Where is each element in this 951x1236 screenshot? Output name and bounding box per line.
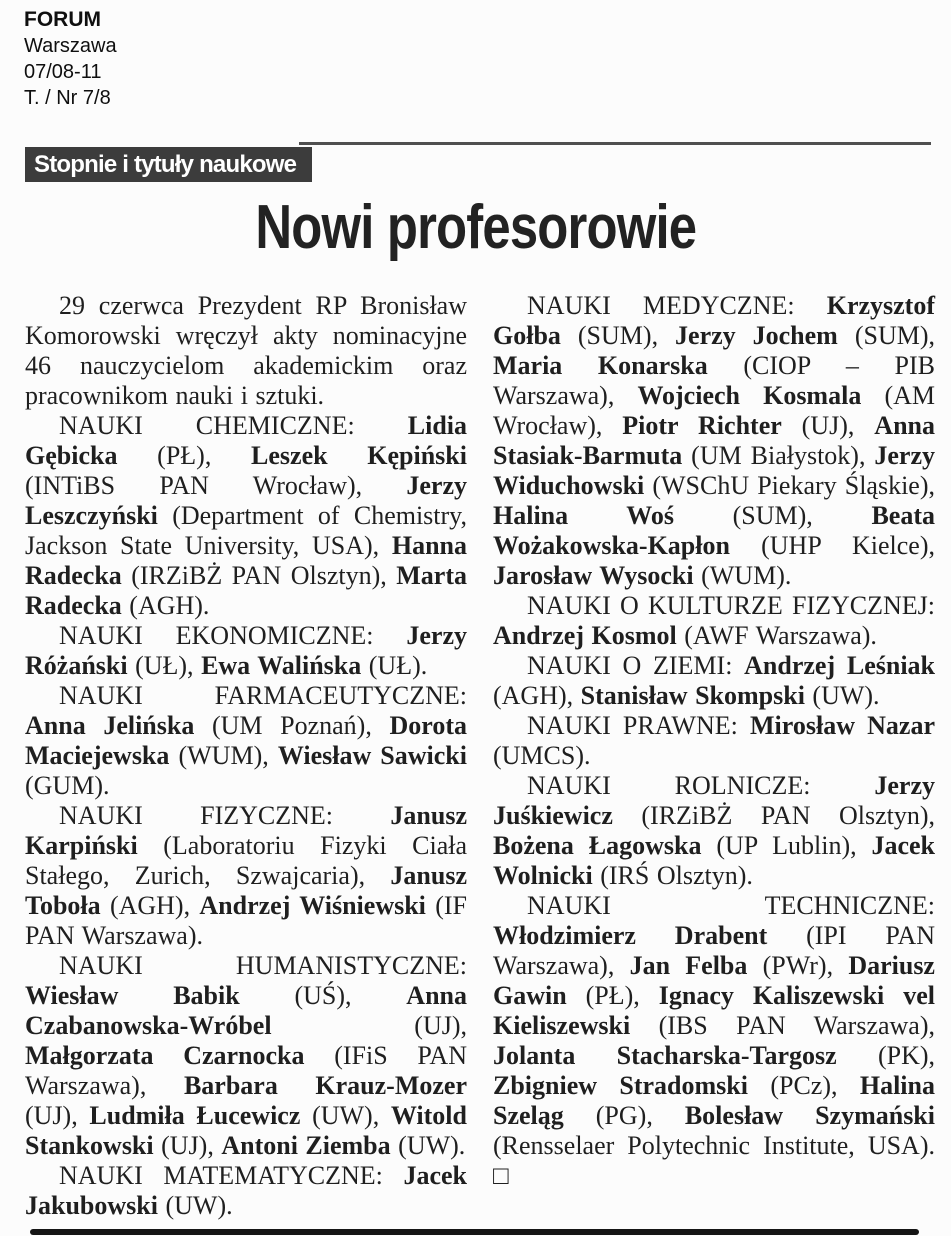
- article-column-right: [493, 291, 935, 1221]
- article-paragraph: NAUKI O ZIEMI: Andrzej Leśniak (AGH), Stanisław Skompski (UW).: [493, 651, 936, 710]
- horizontal-rule: [299, 142, 931, 145]
- article-paragraph: NAUKI PRAWNE: Mirosław Nazar (UMCS).: [493, 711, 935, 770]
- article-paragraph: NAUKI FIZYCZNE: Janusz Karpiński (Laboratoriu Fizyki Ciała Stałego, Zurich, Szwajcaria), Janusz Toboła (AGH), Andrzej Wiśniewski (IF PAN Warszawa).: [25, 801, 467, 950]
- masthead-date: 07/08-11: [24, 61, 102, 83]
- article-paragraph: NAUKI MEDYCZNE: Krzysztof Gołba (SUM), Jerzy Jochem (SUM), Maria Konarska (CIOP – PIB Warszawa), Wojciech Kosmala (AM Wrocław), Piotr Richter (UJ), Anna Stasiak-Barmuta (UM Białystok), Jerzy Widuchowski (WSChU Piekary Śląskie), Halina Woś (SUM), Beata Wożakowska-Kapłon (UHP Kielce), Jarosław Wysocki (WUM).: [493, 291, 935, 590]
- article-paragraph: NAUKI ROLNICZE: Jerzy Juśkiewicz (IRZiBŻ PAN Olsztyn), Bożena Łagowska (UP Lublin), Jacek Wolnicki (IRŚ Olsztyn).: [493, 771, 936, 890]
- article-paragraph: NAUKI EKONOMICZNE: Jerzy Różański (UŁ), Ewa Walińska (UŁ).: [25, 621, 467, 680]
- article-paragraph: NAUKI FARMACEUTYCZNE: Anna Jelińska (UM Poznań), Dorota Maciejewska (WUM), Wiesław Sawicki (GUM).: [25, 681, 467, 800]
- article-paragraph: NAUKI TECHNICZNE: Włodzimierz Drabent (IPI PAN Warszawa), Jan Felba (PWr), Dariusz Gawin (PŁ), Ignacy Kaliszewski vel Kieliszewski (IBS PAN Warszawa), Jolanta Stacharska-Targosz (PK), Zbigniew Stradomski (PCz), Halina Szeląg (PG), Bolesław Szymański (Rensselaer Polytechnic Institute, USA). □: [493, 891, 935, 1190]
- section-banner: Stopnie i tytuły naukowe: [25, 147, 312, 182]
- article-paragraph: NAUKI MATEMATYCZNE: Jacek Jakubowski (UW).: [25, 1161, 467, 1220]
- article-paragraph: 29 czerwca Prezydent RP Bronisław Komorowski wręczył akty nominacyjne 46 nauczycielom akademickim oraz pracownikom nauki i sztuki.: [25, 291, 467, 410]
- masthead: [24, 7, 117, 111]
- article-paragraph: NAUKI HUMANISTYCZNE: Wiesław Babik (UŚ), Anna Czabanowska-Wróbel (UJ), Małgorzata Czarnocka (IFiS PAN Warszawa), Barbara Krauz-Mozer (UJ), Ludmiła Łucewicz (UW), Witold Stankowski (UJ), Antoni Ziemba (UW).: [25, 951, 467, 1160]
- article-paragraph: NAUKI O KULTURZE FIZYCZNEJ: Andrzej Kosmol (AWF Warszawa).: [493, 591, 935, 650]
- article-column-left: [25, 291, 467, 1221]
- article-paragraph: NAUKI CHEMICZNE: Lidia Gębicka (PŁ), Leszek Kępiński (INTiBS PAN Wrocław), Jerzy Leszczyński (Department of Chemistry, Jackson State University, USA), Hanna Radecka (IRZiBŻ PAN Olsztyn), Marta Radecka (AGH).: [25, 411, 467, 620]
- publication-name: FORUM: [24, 8, 101, 31]
- article-headline: [0, 193, 951, 262]
- masthead-city: Warszawa: [24, 35, 117, 57]
- article-headline-text: Nowi profesorowie: [255, 193, 696, 262]
- article-body: [25, 291, 935, 1221]
- scan-edge-artifact: [30, 1229, 919, 1235]
- masthead-issue: T. / Nr 7/8: [24, 87, 111, 109]
